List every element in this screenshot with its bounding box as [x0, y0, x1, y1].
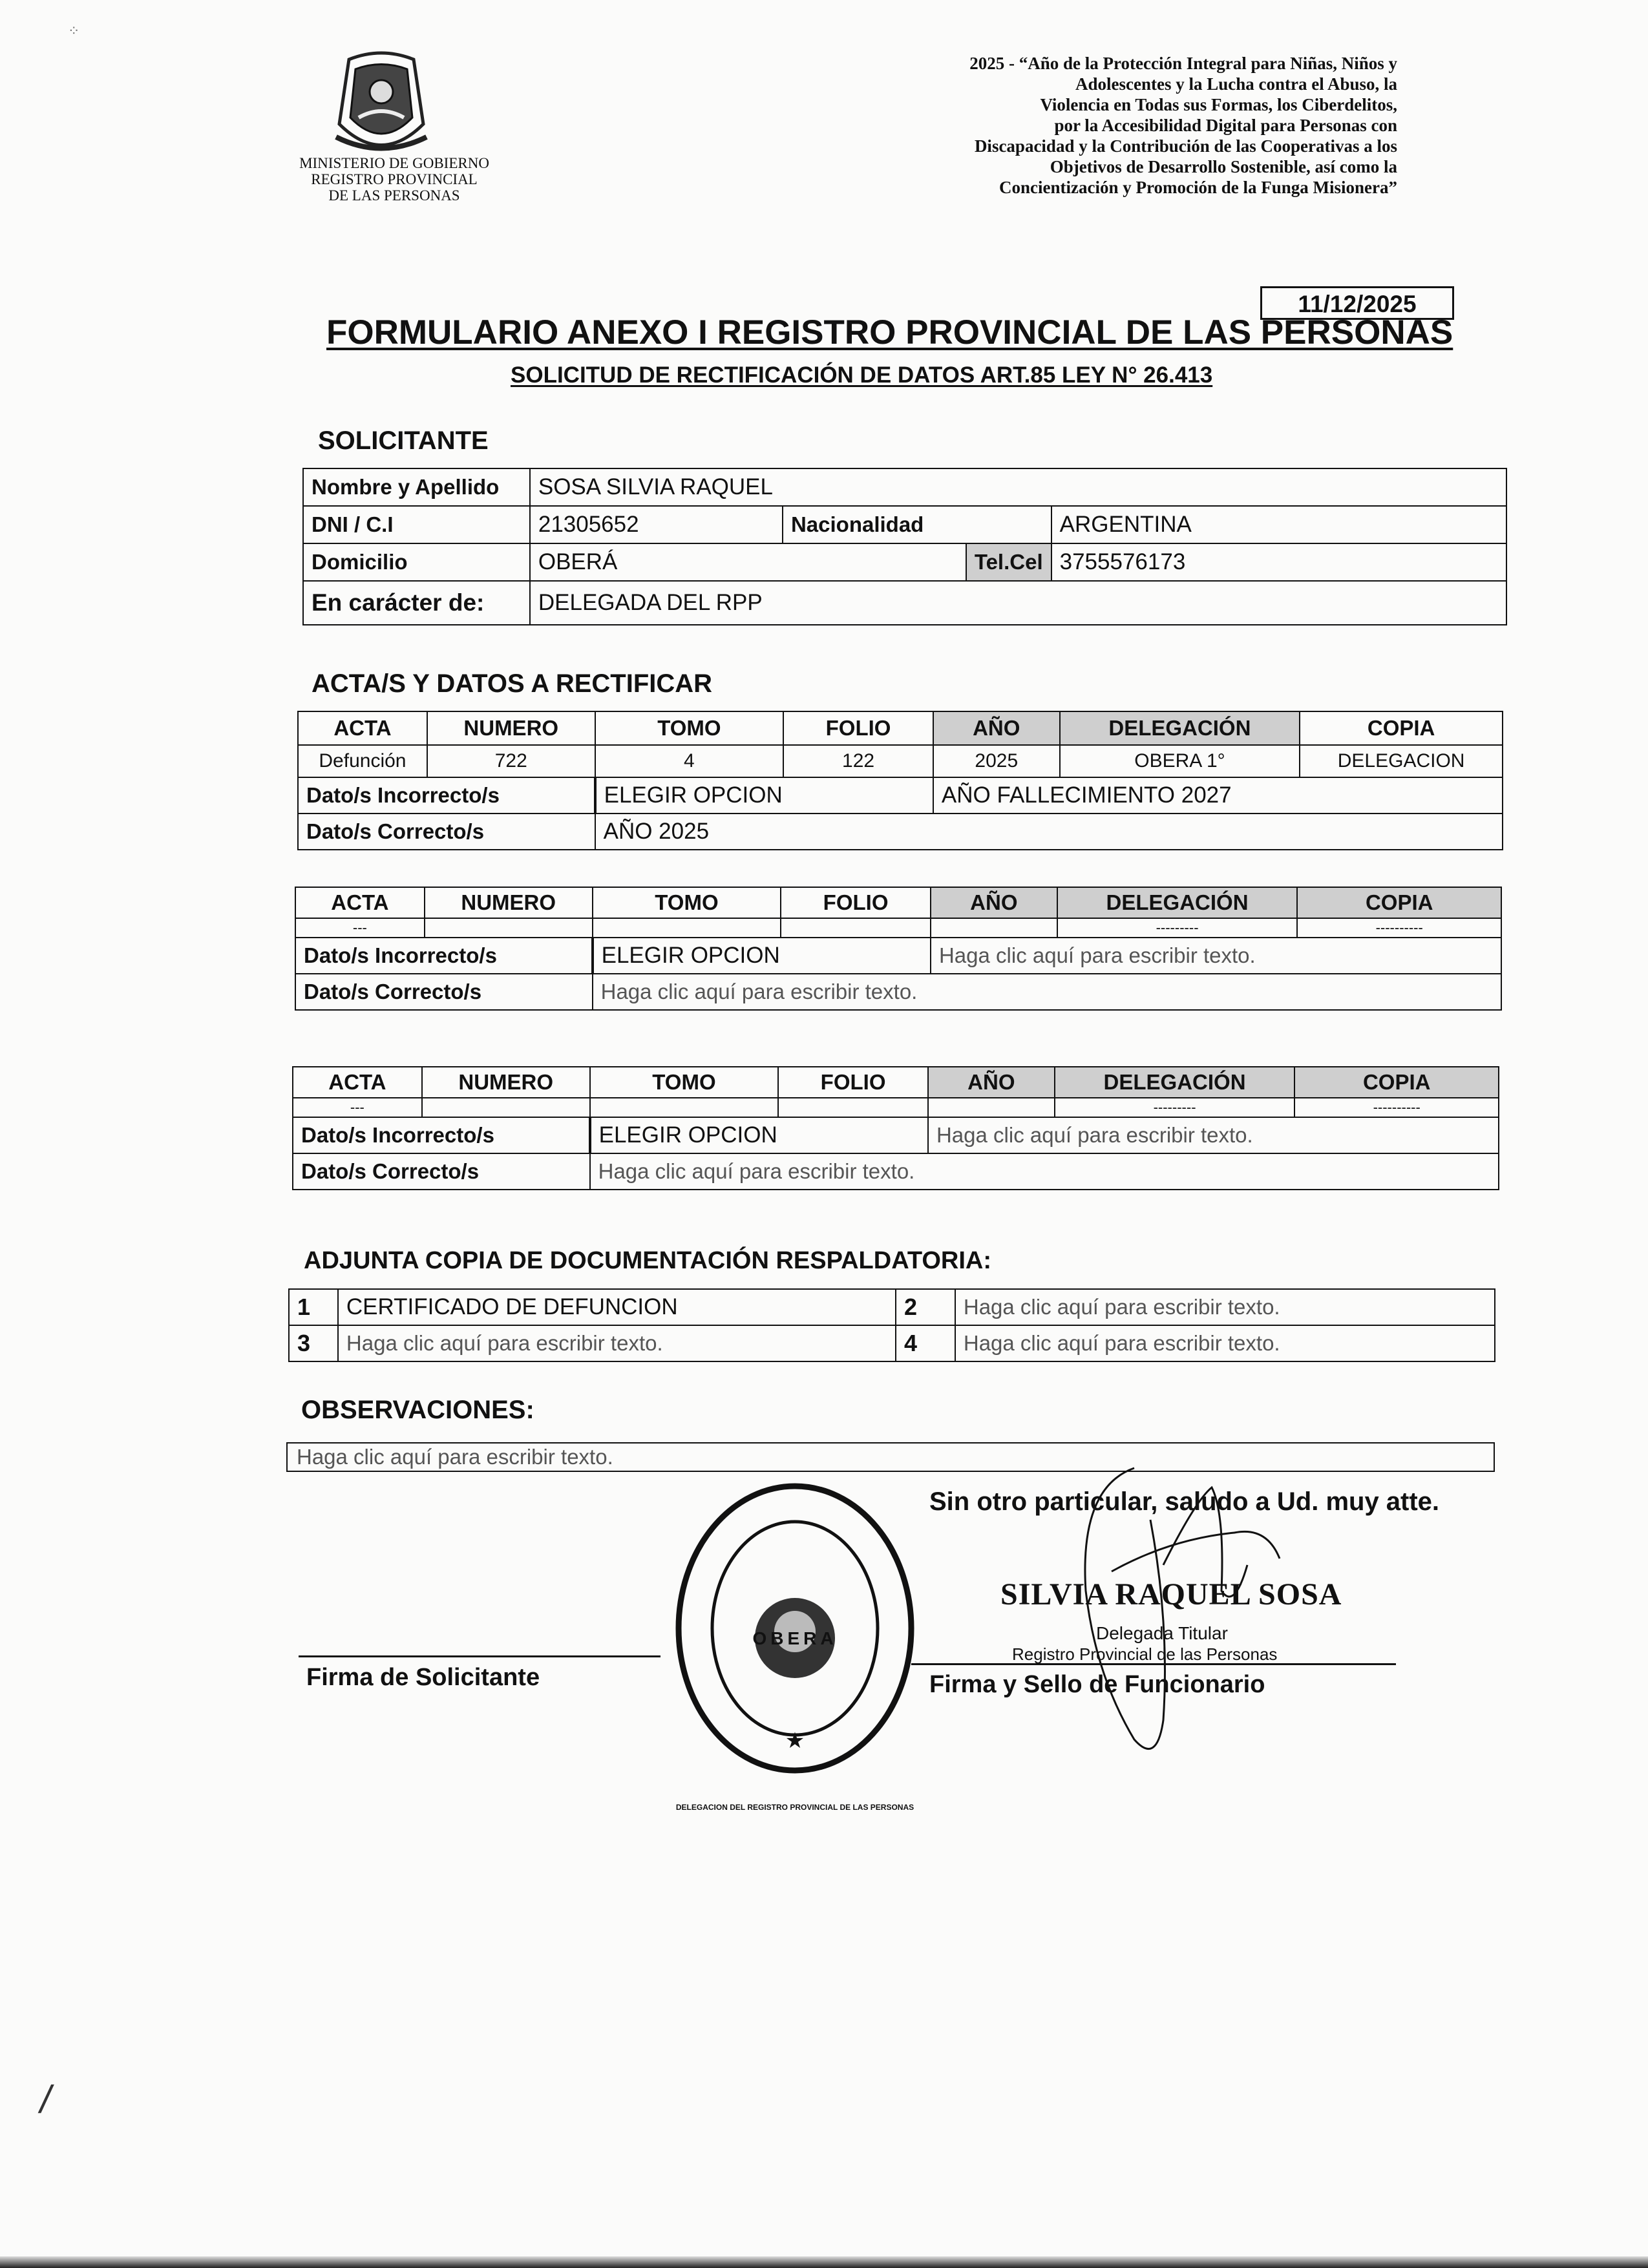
col-folio: FOLIO — [783, 711, 933, 745]
firma-solicitante-label: Firma de Solicitante — [306, 1664, 540, 1691]
observaciones-field[interactable]: Haga clic aquí para escribir texto. — [286, 1442, 1495, 1472]
copia-cell[interactable]: DELEGACION — [1300, 745, 1503, 777]
motto-line: Violencia en Todas sus Formas, los Ciberdelitos, — [1040, 95, 1397, 114]
sello-role: Delegada Titular — [1096, 1623, 1228, 1643]
delegacion-cell[interactable]: --------- — [1057, 918, 1298, 938]
handwritten-signature-icon — [1073, 1462, 1286, 1759]
numero-cell[interactable] — [422, 1098, 590, 1117]
col-tomo: TOMO — [593, 887, 781, 918]
date-field[interactable]: 11/12/2025 — [1260, 286, 1454, 320]
caracter-label: En carácter de: — [303, 581, 530, 625]
acta-type-cell[interactable]: --- — [293, 1098, 422, 1117]
col-copia: COPIA — [1294, 1067, 1499, 1098]
stamp-text: DELEGACION DEL REGISTRO PROVINCIAL DE LAS PERSONAS — [675, 1803, 914, 1812]
tomo-cell[interactable]: 4 — [595, 745, 784, 777]
motto-line: Objetivos de Desarrollo Sostenible, así como la — [1050, 157, 1397, 176]
nombre-field[interactable]: SOSA SILVIA RAQUEL — [530, 468, 1506, 506]
motto-line: Adolescentes y la Lucha contra el Abuso, la — [1075, 74, 1397, 94]
folio-cell[interactable]: 122 — [783, 745, 933, 777]
caracter-field[interactable]: DELEGADA DEL RPP — [530, 581, 1506, 625]
scan-edge — [0, 2256, 1648, 2268]
motto-line: Concientización y Promoción de la Funga Misionera” — [999, 178, 1397, 197]
acta-block-2 — [295, 887, 1502, 1011]
copia-cell[interactable]: ---------- — [1297, 918, 1501, 938]
col-anio: AÑO — [933, 711, 1060, 745]
dni-field[interactable]: 21305652 — [530, 506, 783, 543]
tel-field[interactable]: 3755576173 — [1051, 543, 1506, 581]
col-delegacion: DELEGACIÓN — [1060, 711, 1300, 745]
domicilio-label: Domicilio — [303, 543, 530, 581]
anio-cell[interactable]: 2025 — [933, 745, 1060, 777]
col-copia: COPIA — [1297, 887, 1501, 918]
anio-cell[interactable] — [928, 1098, 1055, 1117]
acta-type-cell[interactable]: Defunción — [298, 745, 427, 777]
doc-field-1[interactable]: CERTIFICADO DE DEFUNCION — [338, 1289, 896, 1325]
folio-cell[interactable] — [781, 918, 931, 938]
motto-line: por la Accesibilidad Digital para Personas con — [1054, 116, 1397, 135]
observaciones-heading: OBSERVACIONES: — [301, 1396, 534, 1424]
tel-label: Tel.Cel — [966, 543, 1051, 581]
tomo-cell[interactable] — [590, 1098, 779, 1117]
form-subtitle: SOLICITUD DE RECTIFICACIÓN DE DATOS ART.85 LEY N° 26.413 — [511, 362, 1213, 388]
incorrect-field[interactable]: Haga clic aquí para escribir texto. — [928, 1117, 1499, 1153]
nacionalidad-label: Nacionalidad — [783, 506, 1051, 543]
acta-block-1 — [297, 711, 1503, 850]
col-tomo: TOMO — [595, 711, 784, 745]
col-folio: FOLIO — [781, 887, 931, 918]
col-copia: COPIA — [1300, 711, 1503, 745]
copia-cell[interactable]: ---------- — [1294, 1098, 1499, 1117]
acta-type-cell[interactable]: --- — [295, 918, 425, 938]
nacionalidad-field[interactable]: ARGENTINA — [1051, 506, 1506, 543]
solicitante-signature-line — [299, 1655, 660, 1657]
option-select[interactable]: ELEGIR OPCION — [595, 777, 933, 814]
delegacion-cell[interactable]: --------- — [1055, 1098, 1295, 1117]
incorrect-label: Dato/s Incorrecto/s — [293, 1117, 590, 1153]
col-anio: AÑO — [931, 887, 1057, 918]
col-numero: NUMERO — [427, 711, 595, 745]
doc-number: 3 — [289, 1325, 338, 1361]
ministry-line: REGISTRO PROVINCIAL — [311, 171, 478, 187]
form-title: FORMULARIO ANEXO I REGISTRO PROVINCIAL DE LAS PERSONAS — [326, 313, 1453, 352]
actas-heading: ACTA/S Y DATOS A RECTIFICAR — [312, 669, 713, 698]
correct-label: Dato/s Correcto/s — [298, 814, 595, 850]
col-acta: ACTA — [293, 1067, 422, 1098]
provincial-emblem-icon — [330, 47, 433, 160]
motto-line: Discapacidad y la Contribución de las Cooperativas a los — [974, 136, 1397, 156]
correct-label: Dato/s Correcto/s — [295, 974, 593, 1010]
col-acta: ACTA — [298, 711, 427, 745]
doc-field-2[interactable]: Haga clic aquí para escribir texto. — [955, 1289, 1495, 1325]
acta-block-3 — [292, 1066, 1499, 1190]
incorrect-label: Dato/s Incorrecto/s — [295, 938, 593, 974]
documentacion-table — [288, 1288, 1495, 1362]
col-delegacion: DELEGACIÓN — [1055, 1067, 1295, 1098]
sello-name: SILVIA RAQUEL SOSA — [1000, 1577, 1342, 1612]
sello-org: Registro Provincial de las Personas — [1012, 1644, 1278, 1664]
documentacion-heading: ADJUNTA COPIA DE DOCUMENTACIÓN RESPALDATORIA: — [304, 1247, 991, 1274]
correct-label: Dato/s Correcto/s — [293, 1153, 590, 1190]
correct-field[interactable]: Haga clic aquí para escribir texto. — [590, 1153, 1499, 1190]
nombre-label: Nombre y Apellido — [303, 468, 530, 506]
ministry-line: DE LAS PERSONAS — [328, 187, 460, 204]
stamp-city: OBERA — [752, 1628, 838, 1648]
solicitante-table — [302, 468, 1507, 625]
option-select[interactable]: ELEGIR OPCION — [593, 938, 931, 974]
incorrect-field[interactable]: AÑO FALLECIMIENTO 2027 — [933, 777, 1503, 814]
option-select[interactable]: ELEGIR OPCION — [590, 1117, 928, 1153]
numero-cell[interactable] — [425, 918, 593, 938]
correct-field[interactable]: Haga clic aquí para escribir texto. — [593, 974, 1501, 1010]
col-tomo: TOMO — [590, 1067, 779, 1098]
ministry-line: MINISTERIO DE GOBIERNO — [299, 155, 489, 171]
ministry-heading — [284, 155, 504, 204]
incorrect-label: Dato/s Incorrecto/s — [298, 777, 595, 814]
correct-field[interactable]: AÑO 2025 — [595, 814, 1503, 850]
scan-mark: ⁘ — [68, 23, 80, 39]
svg-text:★: ★ — [785, 1728, 805, 1754]
doc-field-4[interactable]: Haga clic aquí para escribir texto. — [955, 1325, 1495, 1361]
col-anio: AÑO — [928, 1067, 1055, 1098]
doc-number: 4 — [896, 1325, 955, 1361]
col-numero: NUMERO — [425, 887, 593, 918]
numero-cell[interactable]: 722 — [427, 745, 595, 777]
tomo-cell[interactable] — [593, 918, 781, 938]
doc-field-3[interactable]: Haga clic aquí para escribir texto. — [338, 1325, 896, 1361]
closing-text: Sin otro particular, saludo a Ud. muy atte. — [929, 1487, 1440, 1516]
doc-number: 1 — [289, 1289, 338, 1325]
folio-cell[interactable] — [778, 1098, 928, 1117]
anio-cell[interactable] — [931, 918, 1057, 938]
firma-funcionario-label: Firma y Sello de Funcionario — [929, 1671, 1265, 1698]
col-folio: FOLIO — [778, 1067, 928, 1098]
solicitante-heading: SOLICITANTE — [318, 426, 489, 455]
col-numero: NUMERO — [422, 1067, 590, 1098]
year-motto — [743, 53, 1397, 198]
doc-number: 2 — [896, 1289, 955, 1325]
col-acta: ACTA — [295, 887, 425, 918]
motto-line: 2025 - “Año de la Protección Integral para Niñas, Niños y — [969, 54, 1397, 73]
col-delegacion: DELEGACIÓN — [1057, 887, 1298, 918]
dni-label: DNI / C.I — [303, 506, 530, 543]
domicilio-field[interactable]: OBERÁ — [530, 543, 966, 581]
delegacion-cell[interactable]: OBERA 1° — [1060, 745, 1300, 777]
incorrect-field[interactable]: Haga clic aquí para escribir texto. — [931, 938, 1501, 974]
scan-mark: / — [40, 2078, 51, 2121]
